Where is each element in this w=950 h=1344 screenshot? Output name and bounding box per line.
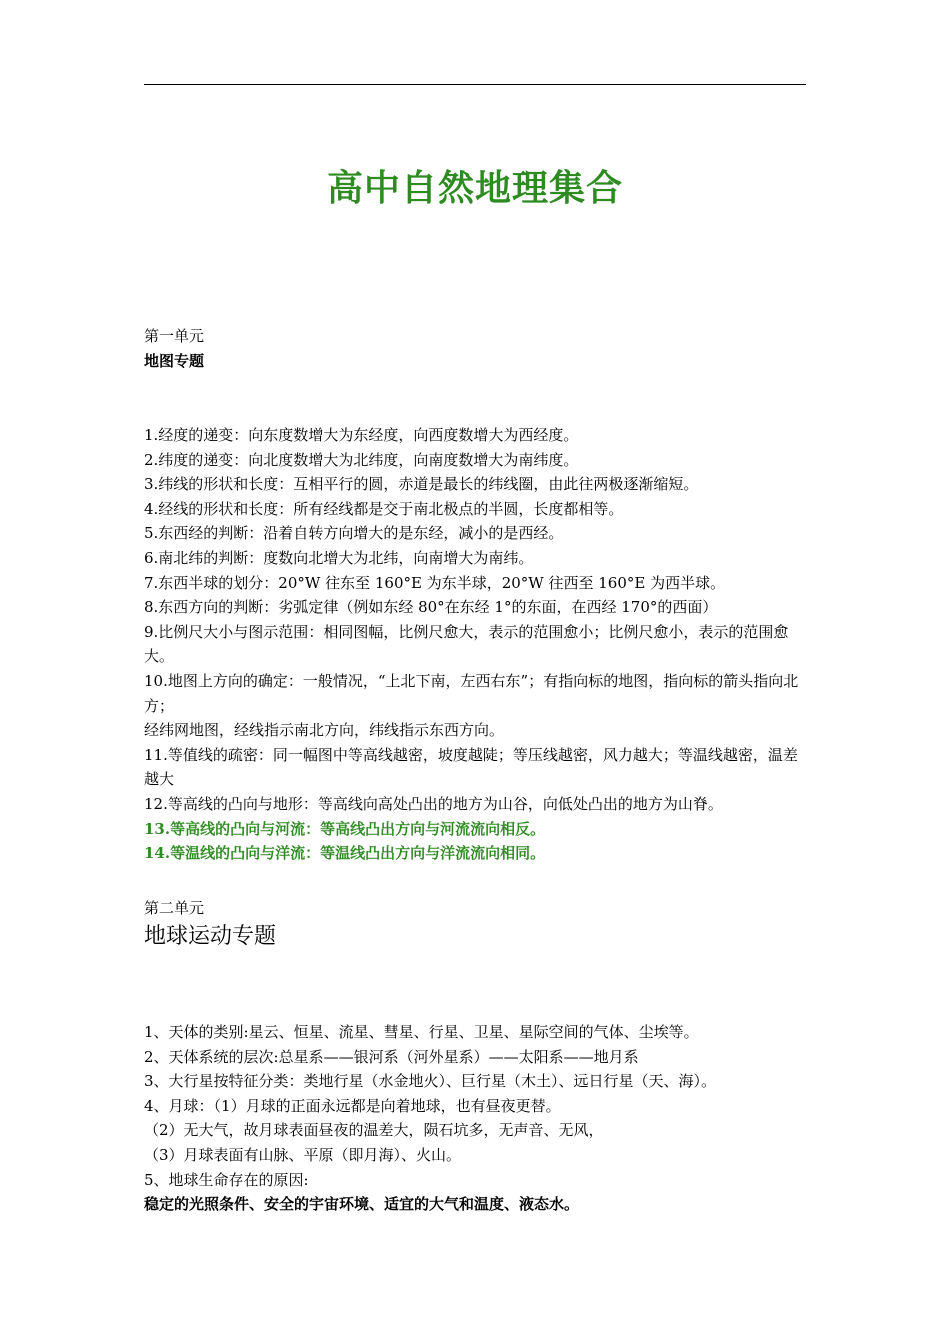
list-item: 3.纬线的形状和长度：互相平行的圆，赤道是最长的纬线圈，由此往两极逐渐缩短。	[144, 475, 699, 494]
list-item: 2.纬度的递变：向北度数增大为北纬度，向南度数增大为南纬度。	[144, 450, 579, 469]
list-item: 4、月球：（1）月球的正面永远都是向着地球，也有昼夜更替。	[144, 1096, 561, 1115]
list-item: 5、地球生命存在的原因:	[144, 1170, 309, 1189]
unit1-header	[144, 324, 806, 373]
unit1-title: 地图专题	[144, 351, 205, 370]
unit1-label: 第一单元	[144, 327, 205, 345]
list-item: （3）月球表面有山脉、平原（即月海）、火山。	[144, 1145, 462, 1164]
highlight-item-14: 14.等温线的凸向与洋流：等温线凸出方向与洋流流向相同。	[144, 844, 546, 863]
header-rule	[144, 84, 806, 85]
list-item: 9.比例尺大小与图示范围：相同图幅，比例尺愈大，表示的范围愈小；比例尺愈小，表示的范围愈大。	[144, 622, 789, 666]
list-item: 经纬网地图，经线指示南北方向，纬线指示东西方向。	[144, 721, 505, 740]
list-item: 4.经线的形状和长度：所有经线都是交于南北极点的半圆，长度都相等。	[144, 499, 624, 518]
list-item: 2、天体系统的层次:总星系——银河系（河外星系）——太阳系——地月系	[144, 1047, 639, 1066]
highlight-item-13: 13.等高线的凸向与河流：等高线凸出方向与河流流向相反。	[144, 819, 546, 838]
bold-summary-line: 稳定的光照条件、安全的宇宙环境、适宜的大气和温度、液态水。	[144, 1195, 580, 1214]
document-title: 高中自然地理集合	[326, 168, 623, 209]
unit2-header	[144, 896, 806, 953]
list-item: 3、大行星按特征分类：类地行星（水金地火）、巨行星（木土）、远日行星（天、海）。	[144, 1072, 717, 1091]
unit2-title: 地球运动专题	[144, 923, 277, 949]
list-item: 8.东西方向的判断：劣弧定律（例如东经 80°在东经 1°的东面，在西经 170°的西面）	[144, 598, 718, 617]
list-item: 12.等高线的凸向与地形：等高线向高处凸出的地方为山谷，向低处凸出的地方为山脊。	[144, 794, 723, 813]
list-item: 5.东西经的判断：沿着自转方向增大的是东经，减小的是西经。	[144, 524, 564, 543]
unit2-items	[144, 1020, 806, 1217]
list-item: 11.等值线的疏密：同一幅图中等高线越密，坡度越陡；等压线越密，风力越大；等温线越密，温差越大	[144, 745, 798, 789]
list-item: 10.地图上方向的确定：一般情况，“上北下南，左西右东”；有指向标的地图，指向标的箭头指向北方；	[144, 671, 799, 715]
unit1-items	[144, 423, 806, 866]
list-item: （2）无大气，故月球表面昼夜的温差大，陨石坑多，无声音、无风，	[144, 1121, 604, 1140]
list-item: 1、天体的类别:星云、恒星、流星、彗星、行星、卫星、星际空间的气体、尘埃等。	[144, 1023, 699, 1041]
list-item: 1.经度的递变：向东度数增大为东经度，向西度数增大为西经度。	[144, 426, 579, 444]
unit2-label: 第二单元	[144, 899, 205, 917]
list-item: 6.南北纬的判断：度数向北增大为北纬，向南增大为南纬。	[144, 548, 534, 567]
list-item: 7.东西半球的划分：20°W 往东至 160°E 为东半球，20°W 往西至 160°E 为西半球。	[144, 573, 726, 592]
